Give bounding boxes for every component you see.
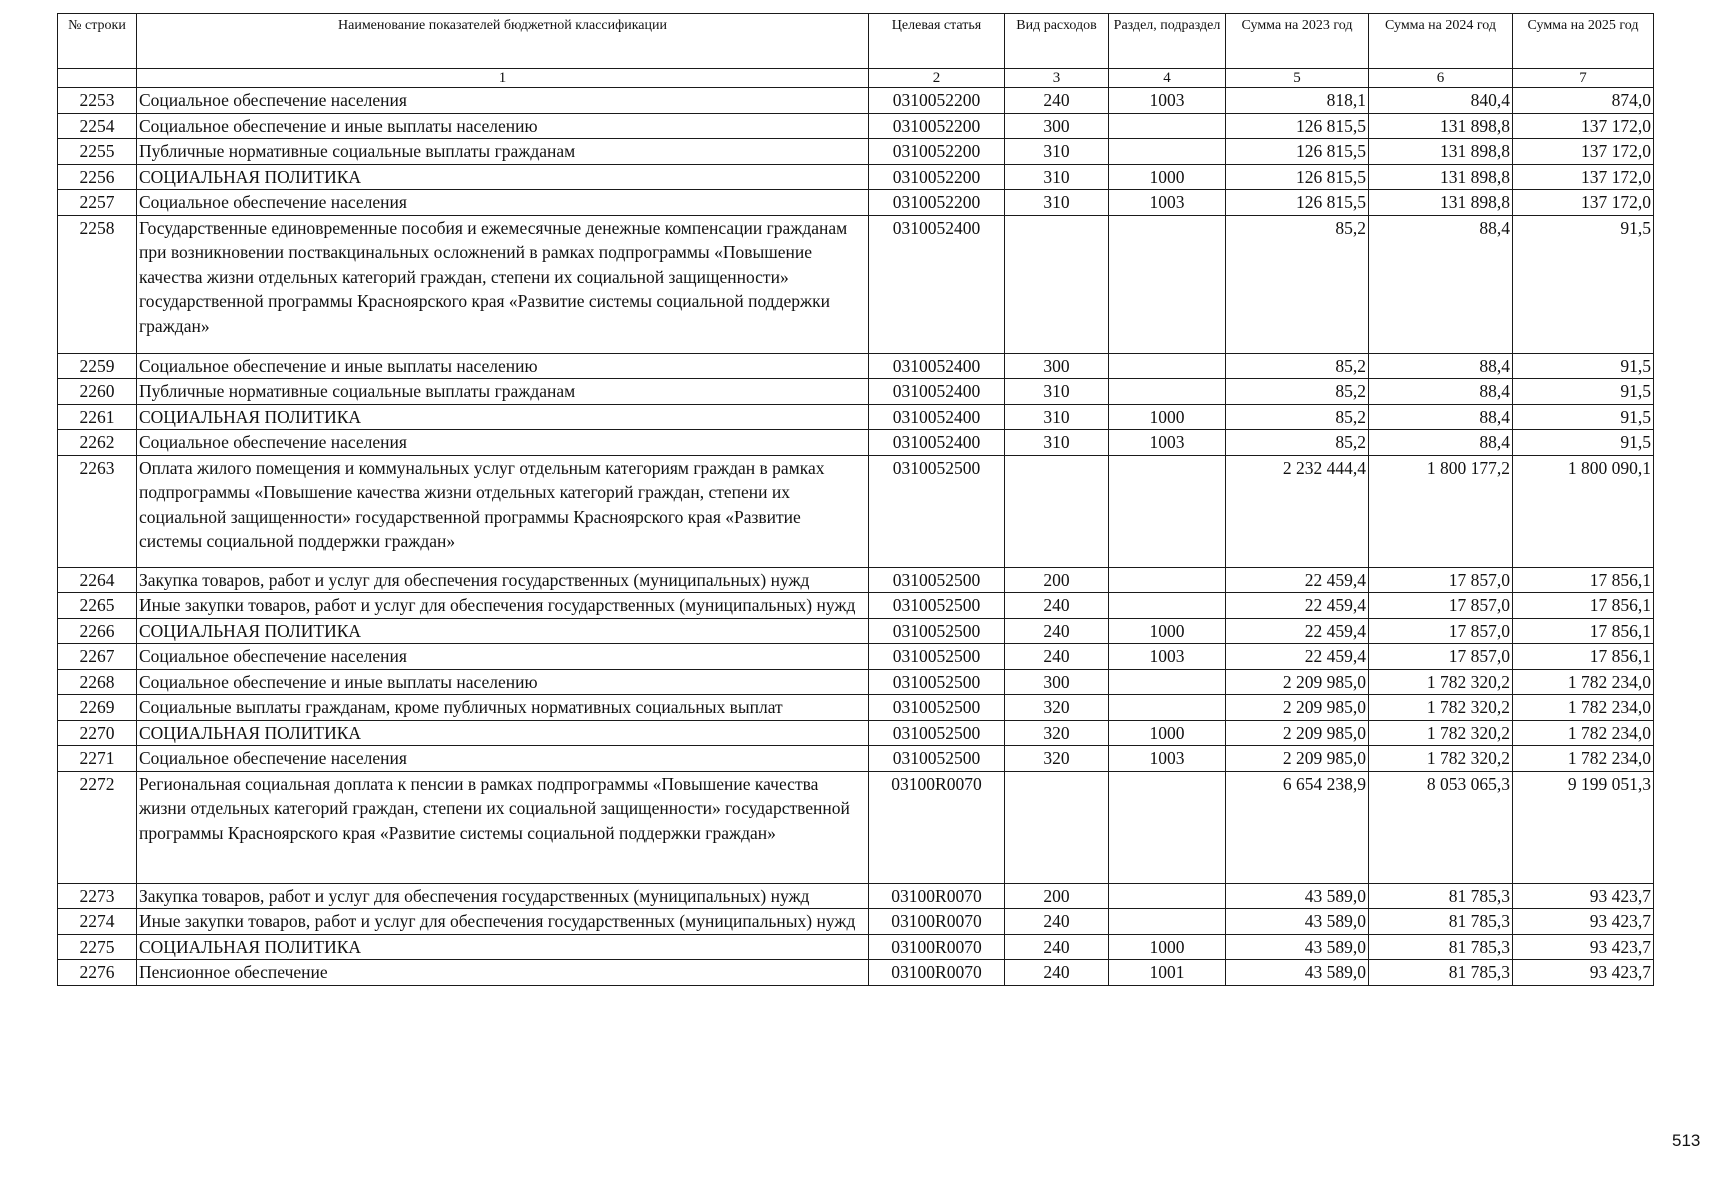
target-article: 0310052500: [869, 644, 1005, 670]
sum-2024: 131 898,8: [1369, 139, 1513, 165]
target-article: 03100R0070: [869, 771, 1005, 883]
section-code: 1000: [1109, 404, 1226, 430]
section-code: 1003: [1109, 644, 1226, 670]
row-number: 2253: [58, 88, 137, 114]
sum-2025: 137 172,0: [1513, 113, 1654, 139]
sum-2023: 818,1: [1226, 88, 1369, 114]
indicator-name: Государственные единовременные пособия и ежемесячные денежные компенсации гражданам при возникновении поствакцинальных осложнений в рамках подпрограммы «Повышение качества жизни отдельных категорий граждан, степени их социальной защищенности» государственной программы Красноярского края «Развитие системы социальной поддержки граждан»: [137, 215, 869, 353]
table-body: [58, 88, 1654, 986]
sum-2025: 1 782 234,0: [1513, 695, 1654, 721]
section-code: 1001: [1109, 960, 1226, 986]
sum-2023: 43 589,0: [1226, 934, 1369, 960]
section-code: [1109, 455, 1226, 567]
section-code: [1109, 909, 1226, 935]
indicator-name: СОЦИАЛЬНАЯ ПОЛИТИКА: [137, 720, 869, 746]
sum-2023: 6 654 238,9: [1226, 771, 1369, 883]
section-code: [1109, 593, 1226, 619]
section-code: 1000: [1109, 934, 1226, 960]
section-code: 1000: [1109, 618, 1226, 644]
row-number: 2276: [58, 960, 137, 986]
table-row: [58, 960, 1654, 986]
target-article: 0310052400: [869, 430, 1005, 456]
header-section: Раздел, подраздел: [1109, 14, 1226, 69]
expense-type: [1005, 455, 1109, 567]
sum-2024: 17 857,0: [1369, 618, 1513, 644]
target-article: 0310052200: [869, 88, 1005, 114]
row-number: 2266: [58, 618, 137, 644]
indicator-name: Социальное обеспечение и иные выплаты населению: [137, 113, 869, 139]
budget-sheet: [57, 13, 1654, 986]
sum-2024: 17 857,0: [1369, 567, 1513, 593]
sum-2024: 17 857,0: [1369, 644, 1513, 670]
table-row: [58, 593, 1654, 619]
indicator-name: Социальное обеспечение населения: [137, 190, 869, 216]
row-number: 2261: [58, 404, 137, 430]
table-row: [58, 883, 1654, 909]
expense-type: 310: [1005, 139, 1109, 165]
table-row: [58, 139, 1654, 165]
sum-2024: 17 857,0: [1369, 593, 1513, 619]
row-number: 2273: [58, 883, 137, 909]
target-article: 0310052500: [869, 618, 1005, 644]
section-code: [1109, 669, 1226, 695]
section-code: [1109, 771, 1226, 883]
expense-type: 240: [1005, 960, 1109, 986]
target-article: 0310052500: [869, 720, 1005, 746]
row-number: 2255: [58, 139, 137, 165]
sum-2025: 1 782 234,0: [1513, 720, 1654, 746]
table-row: [58, 695, 1654, 721]
sum-2023: 22 459,4: [1226, 593, 1369, 619]
row-number: 2274: [58, 909, 137, 935]
table-row: [58, 909, 1654, 935]
expense-type: 310: [1005, 430, 1109, 456]
expense-type: 200: [1005, 567, 1109, 593]
expense-type: 300: [1005, 113, 1109, 139]
indicator-name: СОЦИАЛЬНАЯ ПОЛИТИКА: [137, 934, 869, 960]
column-number: 5: [1226, 69, 1369, 88]
target-article: 0310052500: [869, 746, 1005, 772]
expense-type: 240: [1005, 909, 1109, 935]
section-code: [1109, 883, 1226, 909]
row-number: 2263: [58, 455, 137, 567]
table-row: [58, 113, 1654, 139]
sum-2024: 131 898,8: [1369, 113, 1513, 139]
expense-type: [1005, 215, 1109, 353]
sum-2024: 8 053 065,3: [1369, 771, 1513, 883]
sum-2024: 1 782 320,2: [1369, 720, 1513, 746]
sum-2023: 85,2: [1226, 404, 1369, 430]
sum-2025: 137 172,0: [1513, 139, 1654, 165]
sum-2024: 840,4: [1369, 88, 1513, 114]
expense-type: 310: [1005, 379, 1109, 405]
sum-2023: 43 589,0: [1226, 960, 1369, 986]
expense-type: 320: [1005, 695, 1109, 721]
sum-2024: 1 800 177,2: [1369, 455, 1513, 567]
sum-2025: 1 800 090,1: [1513, 455, 1654, 567]
table-row: [58, 455, 1654, 567]
section-code: 1000: [1109, 164, 1226, 190]
header-sum-2023: Сумма на 2023 год: [1226, 14, 1369, 69]
sum-2024: 88,4: [1369, 379, 1513, 405]
indicator-name: Оплата жилого помещения и коммунальных услуг отдельным категориям граждан в рамках подпрограммы «Повышение качества жизни отдельных категорий граждан, степени их социальной защищенности» государственной программы Красноярского края «Развитие системы социальной поддержки граждан»: [137, 455, 869, 567]
sum-2023: 85,2: [1226, 353, 1369, 379]
section-code: [1109, 379, 1226, 405]
sum-2023: 2 209 985,0: [1226, 720, 1369, 746]
sum-2023: 126 815,5: [1226, 190, 1369, 216]
table-row: [58, 404, 1654, 430]
row-number: 2257: [58, 190, 137, 216]
indicator-name: Социальное обеспечение и иные выплаты населению: [137, 669, 869, 695]
sum-2025: 17 856,1: [1513, 567, 1654, 593]
sum-2025: 17 856,1: [1513, 593, 1654, 619]
row-number: 2254: [58, 113, 137, 139]
target-article: 0310052500: [869, 455, 1005, 567]
indicator-name: Социальное обеспечение населения: [137, 88, 869, 114]
sum-2025: 17 856,1: [1513, 618, 1654, 644]
sum-2023: 22 459,4: [1226, 644, 1369, 670]
expense-type: 240: [1005, 644, 1109, 670]
target-article: 03100R0070: [869, 909, 1005, 935]
section-code: [1109, 567, 1226, 593]
section-code: 1003: [1109, 746, 1226, 772]
section-code: 1003: [1109, 88, 1226, 114]
indicator-name: Социальное обеспечение населения: [137, 430, 869, 456]
target-article: 0310052400: [869, 353, 1005, 379]
section-code: [1109, 353, 1226, 379]
sum-2025: 874,0: [1513, 88, 1654, 114]
table-row: [58, 190, 1654, 216]
row-number: 2258: [58, 215, 137, 353]
sum-2025: 91,5: [1513, 430, 1654, 456]
indicator-name: СОЦИАЛЬНАЯ ПОЛИТИКА: [137, 404, 869, 430]
indicator-name: СОЦИАЛЬНАЯ ПОЛИТИКА: [137, 618, 869, 644]
sum-2023: 43 589,0: [1226, 909, 1369, 935]
sum-2024: 1 782 320,2: [1369, 746, 1513, 772]
column-number: 1: [137, 69, 869, 88]
indicator-name: Иные закупки товаров, работ и услуг для обеспечения государственных (муниципальных) нужд: [137, 593, 869, 619]
expense-type: 310: [1005, 190, 1109, 216]
sum-2024: 131 898,8: [1369, 164, 1513, 190]
target-article: 03100R0070: [869, 883, 1005, 909]
row-number: 2264: [58, 567, 137, 593]
sum-2023: 2 209 985,0: [1226, 746, 1369, 772]
section-code: [1109, 695, 1226, 721]
indicator-name: Социальные выплаты гражданам, кроме публичных нормативных социальных выплат: [137, 695, 869, 721]
column-number-row: [58, 69, 1654, 88]
sum-2025: 1 782 234,0: [1513, 746, 1654, 772]
sum-2025: 1 782 234,0: [1513, 669, 1654, 695]
row-number: 2260: [58, 379, 137, 405]
target-article: 0310052400: [869, 215, 1005, 353]
sum-2024: 88,4: [1369, 353, 1513, 379]
expense-type: 300: [1005, 669, 1109, 695]
table-row: [58, 88, 1654, 114]
target-article: 0310052200: [869, 139, 1005, 165]
row-number: 2267: [58, 644, 137, 670]
indicator-name: Публичные нормативные социальные выплаты гражданам: [137, 139, 869, 165]
table-row: [58, 567, 1654, 593]
table-row: [58, 771, 1654, 883]
sum-2025: 17 856,1: [1513, 644, 1654, 670]
sum-2023: 2 209 985,0: [1226, 695, 1369, 721]
table-header: [58, 14, 1654, 88]
header-sum-2025: Сумма на 2025 год: [1513, 14, 1654, 69]
expense-type: [1005, 771, 1109, 883]
sum-2025: 137 172,0: [1513, 164, 1654, 190]
column-number: [58, 69, 137, 88]
sum-2024: 88,4: [1369, 215, 1513, 353]
row-number: 2268: [58, 669, 137, 695]
target-article: 0310052400: [869, 404, 1005, 430]
target-article: 0310052200: [869, 190, 1005, 216]
expense-type: 300: [1005, 353, 1109, 379]
indicator-name: Закупка товаров, работ и услуг для обеспечения государственных (муниципальных) нужд: [137, 567, 869, 593]
target-article: 0310052400: [869, 379, 1005, 405]
sum-2023: 126 815,5: [1226, 164, 1369, 190]
sum-2023: 85,2: [1226, 215, 1369, 353]
target-article: 0310052200: [869, 113, 1005, 139]
sum-2023: 43 589,0: [1226, 883, 1369, 909]
indicator-name: Региональная социальная доплата к пенсии в рамках подпрограммы «Повышение качества жизни отдельных категорий граждан, степени их социальной защищенности» государственной программы Красноярского края «Развитие системы социальной поддержки граждан»: [137, 771, 869, 883]
expense-type: 240: [1005, 593, 1109, 619]
target-article: 0310052200: [869, 164, 1005, 190]
table-row: [58, 353, 1654, 379]
column-number: 2: [869, 69, 1005, 88]
sum-2023: 22 459,4: [1226, 618, 1369, 644]
sum-2025: 91,5: [1513, 353, 1654, 379]
section-code: [1109, 113, 1226, 139]
indicator-name: Социальное обеспечение населения: [137, 746, 869, 772]
row-number: 2271: [58, 746, 137, 772]
indicator-name: Социальное обеспечение населения: [137, 644, 869, 670]
target-article: 03100R0070: [869, 934, 1005, 960]
sum-2025: 91,5: [1513, 379, 1654, 405]
sum-2023: 2 209 985,0: [1226, 669, 1369, 695]
sum-2024: 81 785,3: [1369, 883, 1513, 909]
sum-2023: 126 815,5: [1226, 139, 1369, 165]
sum-2025: 93 423,7: [1513, 883, 1654, 909]
table-row: [58, 379, 1654, 405]
indicator-name: Закупка товаров, работ и услуг для обеспечения государственных (муниципальных) нужд: [137, 883, 869, 909]
row-number: 2275: [58, 934, 137, 960]
sum-2024: 1 782 320,2: [1369, 695, 1513, 721]
sum-2025: 93 423,7: [1513, 909, 1654, 935]
expense-type: 320: [1005, 720, 1109, 746]
section-code: 1003: [1109, 190, 1226, 216]
table-row: [58, 430, 1654, 456]
table-row: [58, 618, 1654, 644]
expense-type: 310: [1005, 164, 1109, 190]
header-row: [58, 14, 1654, 69]
header-name: Наименование показателей бюджетной классификации: [137, 14, 869, 69]
section-code: [1109, 139, 1226, 165]
column-number: 3: [1005, 69, 1109, 88]
row-number: 2270: [58, 720, 137, 746]
target-article: 0310052500: [869, 567, 1005, 593]
indicator-name: Пенсионное обеспечение: [137, 960, 869, 986]
section-code: [1109, 215, 1226, 353]
sum-2024: 81 785,3: [1369, 960, 1513, 986]
target-article: 0310052500: [869, 669, 1005, 695]
section-code: 1003: [1109, 430, 1226, 456]
table-row: [58, 669, 1654, 695]
sum-2023: 2 232 444,4: [1226, 455, 1369, 567]
row-number: 2269: [58, 695, 137, 721]
row-number: 2256: [58, 164, 137, 190]
expense-type: 320: [1005, 746, 1109, 772]
sum-2024: 81 785,3: [1369, 934, 1513, 960]
sum-2024: 88,4: [1369, 430, 1513, 456]
table-row: [58, 644, 1654, 670]
header-target: Целевая статья: [869, 14, 1005, 69]
expense-type: 310: [1005, 404, 1109, 430]
target-article: 0310052500: [869, 695, 1005, 721]
row-number: 2262: [58, 430, 137, 456]
sum-2025: 9 199 051,3: [1513, 771, 1654, 883]
column-number: 6: [1369, 69, 1513, 88]
indicator-name: Публичные нормативные социальные выплаты гражданам: [137, 379, 869, 405]
target-article: 03100R0070: [869, 960, 1005, 986]
indicator-name: Иные закупки товаров, работ и услуг для обеспечения государственных (муниципальных) нужд: [137, 909, 869, 935]
sum-2025: 91,5: [1513, 215, 1654, 353]
page-number: 513: [1672, 1131, 1701, 1150]
budget-table: [57, 13, 1654, 986]
sum-2025: 93 423,7: [1513, 960, 1654, 986]
section-code: 1000: [1109, 720, 1226, 746]
sum-2025: 137 172,0: [1513, 190, 1654, 216]
expense-type: 240: [1005, 618, 1109, 644]
table-row: [58, 720, 1654, 746]
header-sum-2024: Сумма на 2024 год: [1369, 14, 1513, 69]
table-row: [58, 746, 1654, 772]
sum-2024: 131 898,8: [1369, 190, 1513, 216]
sum-2023: 85,2: [1226, 430, 1369, 456]
table-row: [58, 164, 1654, 190]
column-number: 4: [1109, 69, 1226, 88]
sum-2024: 1 782 320,2: [1369, 669, 1513, 695]
expense-type: 240: [1005, 88, 1109, 114]
header-type: Вид расходов: [1005, 14, 1109, 69]
target-article: 0310052500: [869, 593, 1005, 619]
indicator-name: Социальное обеспечение и иные выплаты населению: [137, 353, 869, 379]
expense-type: 240: [1005, 934, 1109, 960]
sum-2023: 85,2: [1226, 379, 1369, 405]
column-number: 7: [1513, 69, 1654, 88]
row-number: 2259: [58, 353, 137, 379]
sum-2024: 88,4: [1369, 404, 1513, 430]
sum-2025: 91,5: [1513, 404, 1654, 430]
table-row: [58, 215, 1654, 353]
expense-type: 200: [1005, 883, 1109, 909]
sum-2023: 126 815,5: [1226, 113, 1369, 139]
table-row: [58, 934, 1654, 960]
sum-2023: 22 459,4: [1226, 567, 1369, 593]
row-number: 2272: [58, 771, 137, 883]
sum-2024: 81 785,3: [1369, 909, 1513, 935]
indicator-name: СОЦИАЛЬНАЯ ПОЛИТИКА: [137, 164, 869, 190]
row-number: 2265: [58, 593, 137, 619]
sum-2025: 93 423,7: [1513, 934, 1654, 960]
header-row-no: № строки: [58, 14, 137, 69]
